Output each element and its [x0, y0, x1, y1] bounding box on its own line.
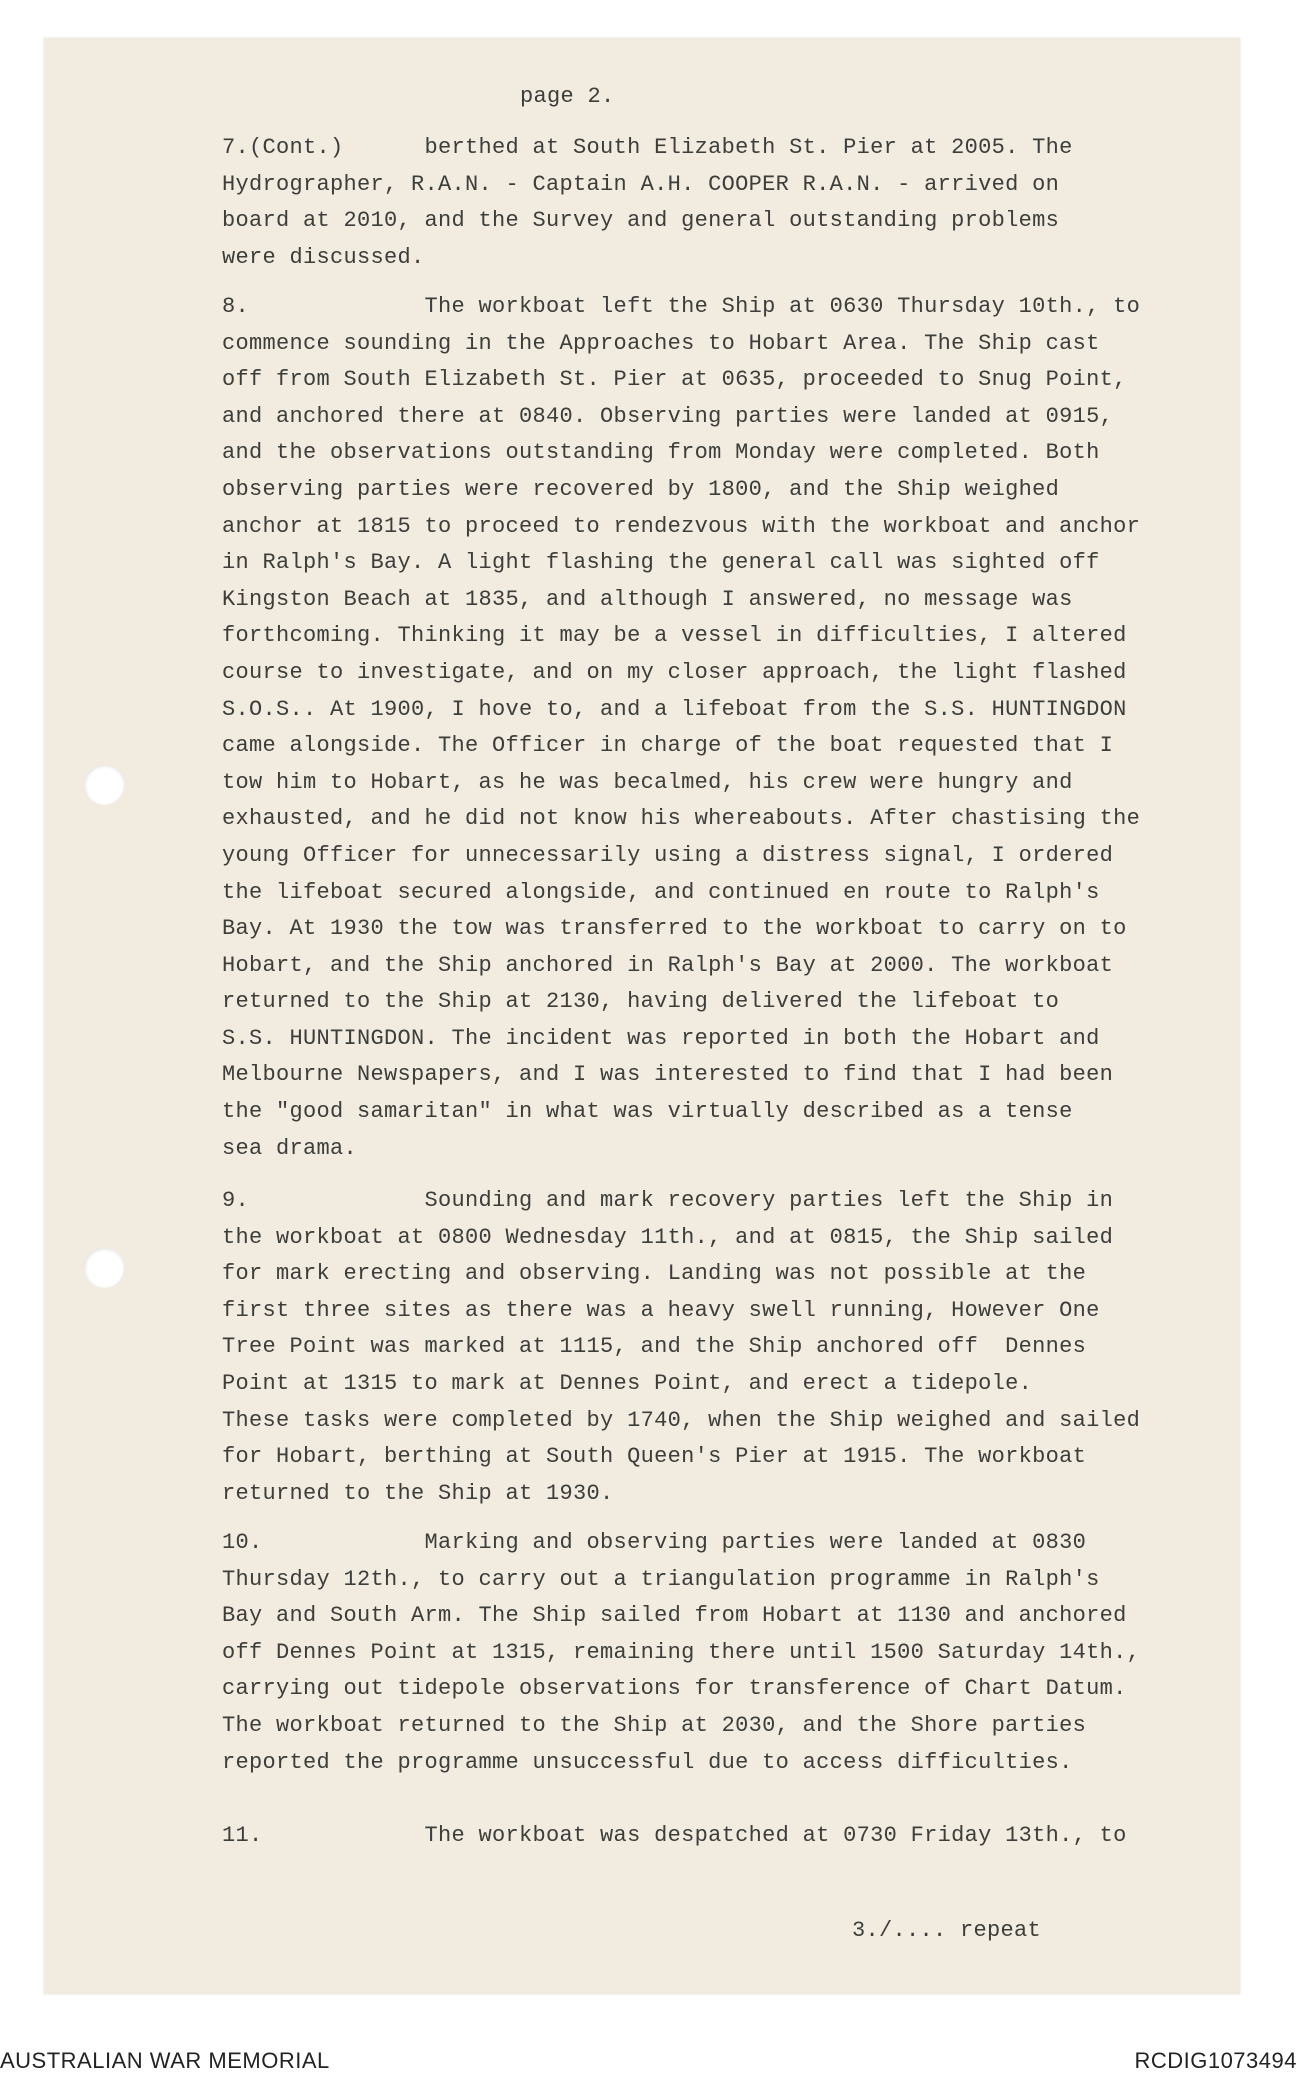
paragraph-11: 11. The workboat was despatched at 0730 Friday 13th., to — [222, 1823, 1127, 1848]
page-number: page 2. — [520, 84, 615, 109]
footer-institution: AUSTRALIAN WAR MEMORIAL — [0, 2048, 330, 2073]
paragraph-7: 7.(Cont.) berthed at South Elizabeth St. Pier at 2005. The Hydrographer, R.A.N. - Captain A.H. COOPER R.A.N. - arrived on board at 2010, and the Survey and general outstanding problems were discussed. — [222, 135, 1073, 270]
continuation-note: 3./.... repeat — [852, 1918, 1042, 1943]
punch-hole — [84, 765, 124, 805]
paragraph-9: 9. Sounding and mark recovery parties left the Ship in the workboat at 0800 Wednesday 11th., and at 0815, the Ship sailed for mark erecting and observing. Landing was not possible at the first three sites as there was a heavy swell running, However One Tree Point was marked at 1115, and the Ship anchored off Dennes Point at 1315 to mark at Dennes Point, and erect a tidepole. These tasks were completed by 1740, when the Ship weighed and sailed for Hobart, berthing at South Queen's Pier at 1915. The workboat returned to the Ship at 1930. — [222, 1188, 1141, 1506]
paragraph-10: 10. Marking and observing parties were landed at 0830 Thursday 12th., to carry out a triangulation programme in Ralph's Bay and South Arm. The Ship sailed from Hobart at 1130 and anchored off Dennes Point at 1315, remaining there until 1500 Saturday 14th., carrying out tidepole observations for transference of Chart Datum. The workboat returned to the Ship at 2030, and the Shore parties reported the programme unsuccessful due to access difficulties. — [222, 1530, 1141, 1775]
paragraph-8: 8. The workboat left the Ship at 0630 Thursday 10th., to commence sounding in the Approaches to Hobart Area. The Ship cast off from South Elizabeth St. Pier at 0635, proceeded to Snug Point, and anchored there at 0840. Observing parties were landed at 0915, and the observations outstanding from Monday were completed. Both observing parties were recovered by 1800, and the Ship weighed anchor at 1815 to proceed to rendezvous with the workboat and anchor in Ralph's Bay. A light flashing the general call was sighted off Kingston Beach at 1835, and although I answered, no message was forthcoming. Thinking it may be a vessel in difficulties, I altered course to investigate, and on my closer approach, the light flashed S.O.S.. At 1900, I hove to, and a lifeboat from the S.S. HUNTINGDON came alongside. The Officer in charge of the boat requested that I tow him to Hobart, as he was becalmed, his crew were hungry and exhausted, and he did not know his whereabouts. After chastising the young Officer for unnecessarily using a distress signal, I ordered the lifeboat secured alongside, and continued en route to Ralph's Bay. At 1930 the tow was transferred to the workboat to carry on to Hobart, and the Ship anchored in Ralph's Bay at 2000. The workboat returned to the Ship at 2130, having delivered the lifeboat to S.S. HUNTINGDON. The incident was reported in both the Hobart and Melbourne Newspapers, and I was interested to find that I had been the "good samaritan" in what was virtually described as a tense sea drama. — [222, 294, 1141, 1161]
footer-record-id: RCDIG1073494 — [1134, 2048, 1297, 2073]
punch-hole — [84, 1248, 124, 1288]
